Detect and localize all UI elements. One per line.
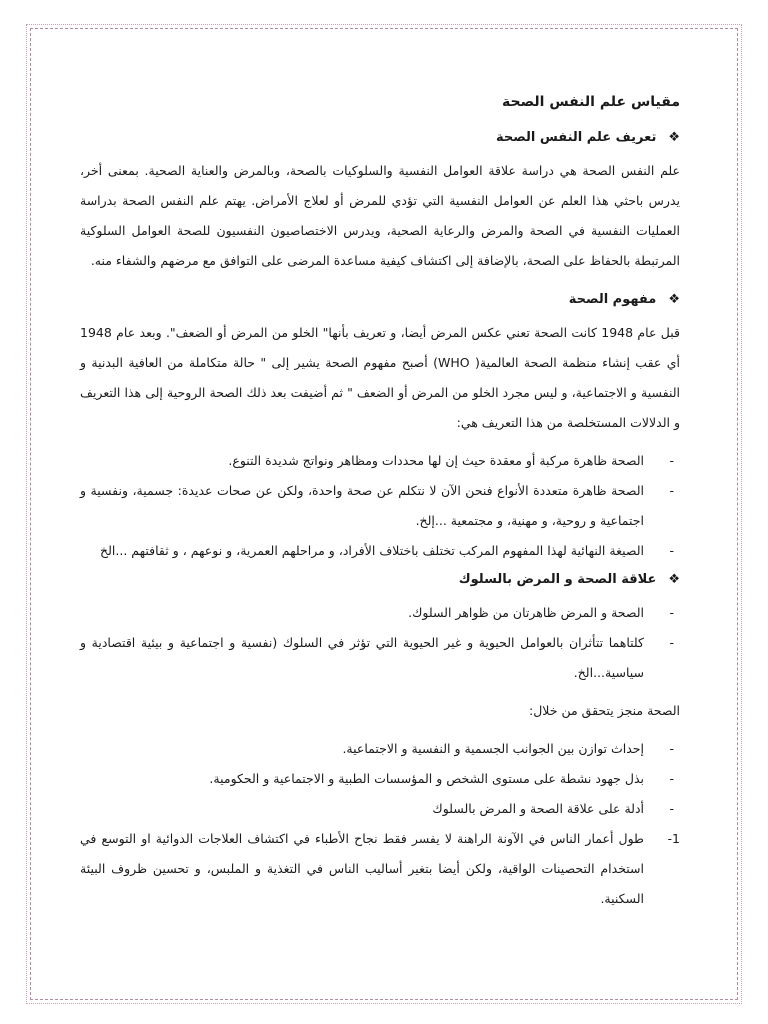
heading-text: مفهوم الصحة [568,292,657,307]
achieved-list [80,734,680,824]
dash-bullet: - [669,605,674,620]
list-item: - الصحة ظاهرة متعددة الأنواع فنحن الآن لا نتكلم عن صحة واحدة، ولكن عن صحات عديدة: جسمية، ونفسية و اجتماعية و روحية، و مهنية، و مجتمعية ...إلخ. [80,476,680,536]
dash-bullet: - [669,801,674,816]
section-heading-definition [80,124,680,152]
dash-bullet: - [669,771,674,786]
dash-bullet: - [669,483,674,498]
document-body [80,90,680,914]
heading-text: علاقة الصحة و المرض بالسلوك [458,572,657,587]
list-item: - كلتاهما تتأثران بالعوامل الحيوية و غير الحيوية التي تؤثر في السلوك (نفسية و اجتماعية و بيئية اقتصادية و سياسية...الخ. [80,628,680,688]
dash-bullet: - [669,741,674,756]
list-item: - الصيغة النهائية لهذا المفهوم المركب تختلف باختلاف الأفراد، و مراحلهم العمرية، و نوعهم ، و ثقافتهم ...الخ [80,536,680,566]
dash-bullet: - [669,453,674,468]
concept-paragraph: قبل عام 1948 كانت الصحة تعني عكس المرض أيضا، و تعريف بأنها" الخلو من المرض أو الضعف". وبعد عام 1948 أي عقب إنشاء منظمة الصحة العالمية( WHO) أصبح مفهوم الصحة يشير إلى " حالة متكاملة من العافية البدنية و النفسية و الاجتماعية، و ليس مجرد الخلو من المرض أو الضعف " ثم أضيفت بعد ذلك الصحة الروحية إلى هذا التعريف و الدلالات المستخلصة من هذا التعريف هي: [80,325,680,430]
list-item: - أدلة على علاقة الصحة و المرض بالسلوك [80,794,680,824]
concept-list [80,446,680,566]
achieved-intro: الصحة منجز يتحقق من خلال: [529,703,680,718]
list-item: - الصحة ظاهرة مركبة أو معقدة حيث إن لها محددات ومظاهر ونواتج شديدة التنوع. [80,446,680,476]
section-heading-concept [80,286,680,314]
diamond-bullet-icon: ❖ [668,572,680,587]
page-title: مقياس علم النفس الصحة [502,94,680,110]
list-number: -1 [667,831,680,846]
diamond-bullet-icon: ❖ [668,130,680,145]
list-item: - بذل جهود نشطة على مستوى الشخص و المؤسسات الطبية و الاجتماعية و الحكومية. [80,764,680,794]
diamond-bullet-icon: ❖ [668,292,680,307]
dash-bullet: - [669,635,674,650]
heading-text: تعريف علم النفس الصحة [495,130,657,145]
evidence-list [80,824,680,914]
behavior-list [80,598,680,688]
definition-paragraph: علم النفس الصحة هي دراسة علاقة العوامل النفسية والسلوكيات بالصحة، وبالمرض والعناية الصحية. بمعنى أخر، يدرس باحثي هذا العلم عن العوامل النفسية التي تؤدي للمرض أو لعلاج الأمراض. يهتم علم النفس الصحة بدراسة العمليات النفسية في الصحة والمرض والرعاية الصحية، ويدرس الاختصاصيون النفسيون للصحة العوامل السلوكية المرتبطة بالحفاظ على الصحة، بالإضافة إلى اكتشاف كيفية مساعدة المرضى على التوافق مع مرضهم والشفاء منه. [80,163,680,268]
dash-bullet: - [669,543,674,558]
list-item: - الصحة و المرض ظاهرتان من ظواهر السلوك. [80,598,680,628]
list-item: -1 طول أعمار الناس في الآونة الراهنة لا يفسر فقط نجاح الأطباء في اكتشاف العلاجات الدوائية او التوسع في استخدام التحصينات الواقية، ولكن أيضا بتغير أساليب الناس في التغذية و الملبس، و تحسين ظروف البيئة السكنية. [80,824,680,914]
section-heading-behavior [80,566,680,594]
list-item: - إحداث توازن بين الجوانب الجسمية و النفسية و الاجتماعية. [80,734,680,764]
